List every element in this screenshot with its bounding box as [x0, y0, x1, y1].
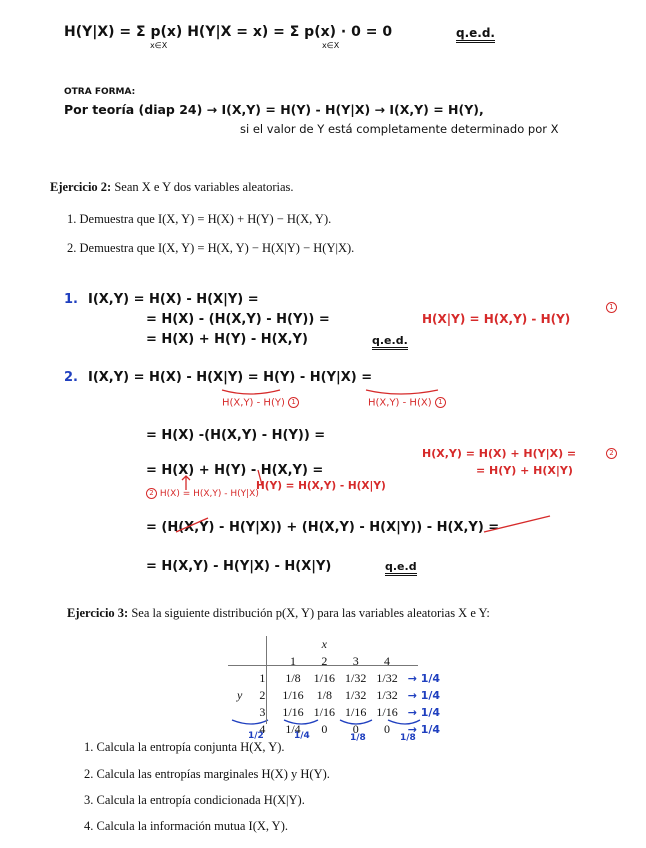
- column-header: 1: [290, 654, 296, 668]
- table-cell: 0: [321, 722, 328, 736]
- list-item: 4. Calcula la información mutua I(X, Y).: [84, 819, 288, 833]
- table-row: [232, 670, 445, 687]
- row-header: 1: [259, 671, 266, 685]
- table-cell: 1/8: [285, 671, 301, 685]
- otra-forma-line: Por teoría (diap 24) → I(X,Y) = H(Y) - H(Y|X) → I(X,Y) = H(Y),: [64, 102, 484, 117]
- underbrace-text: H(X,Y) - H(Y): [222, 397, 285, 409]
- circled-mark: 2: [606, 448, 617, 459]
- proof-line: H(Y|X) = Σ p(x) H(Y|X = x) = Σ p(x) · 0 = 0: [64, 24, 393, 40]
- table-cell: 0: [384, 722, 391, 736]
- circled-mark: 1: [435, 397, 446, 408]
- row-header: 3: [259, 705, 266, 719]
- solution-line: I(X,Y) = H(X) - H(X|Y) =: [88, 292, 259, 307]
- list-item: 2. Demuestra que I(X, Y) = H(X, Y) − H(X|Y) − H(Y|X).: [67, 241, 355, 255]
- sum-subscript: x∈X: [322, 41, 340, 50]
- row-marginal: → 1/4: [407, 672, 441, 685]
- row-header: 4: [259, 722, 266, 736]
- y-axis-label: y: [237, 688, 243, 702]
- exercise-3-heading: [67, 606, 490, 621]
- exercise-title: Ejercicio 3:: [67, 606, 129, 620]
- exercise-statement: Sean X e Y dos variables aleatorias.: [114, 180, 294, 194]
- solution-line: = H(X) - (H(X,Y) - H(Y)) =: [146, 312, 330, 327]
- list-item: 1. Demuestra que I(X, Y) = H(X) + H(Y) − H(X, Y).: [67, 212, 332, 226]
- table-cell: 1/16: [376, 705, 398, 719]
- table-cell: 1/16: [313, 705, 336, 719]
- table-cell: 1/16: [345, 705, 367, 719]
- annotation-note: = H(Y) + H(X|Y): [476, 464, 573, 477]
- column-header: 4: [384, 654, 391, 668]
- otra-forma-heading: OTRA FORMA:: [64, 87, 136, 97]
- solution-number: 1.: [64, 292, 78, 307]
- table-cell: 1/16: [282, 688, 304, 702]
- column-marginal: 1/4: [294, 731, 310, 741]
- column-marginal: 1/8: [400, 733, 416, 743]
- annotation-note: H(X|Y) = H(X,Y) - H(Y): [422, 312, 571, 326]
- exercise-statement: Sea la siguiente distribución p(X, Y) para las variables aleatorias X e Y:: [131, 606, 490, 620]
- solution-line: = (H(X,Y) - H(Y|X)) + (H(X,Y) - H(X|Y)) - H(X,Y) =: [146, 520, 500, 535]
- x-axis-label: x: [321, 637, 327, 651]
- underbrace-text: H(X,Y) - H(X): [368, 397, 432, 409]
- table-row: [232, 687, 445, 704]
- underbrace-text: H(X) = H(X,Y) - H(Y|X): [159, 489, 259, 499]
- table-cell: 1/32: [345, 688, 367, 702]
- solution-line: = H(X) + H(Y) - H(X,Y) =: [146, 463, 324, 478]
- table-row: [232, 704, 445, 721]
- otra-forma-line: si el valor de Y está completamente determinado por X: [240, 122, 559, 136]
- row-header: 2: [259, 688, 266, 702]
- column-marginal: 1/2: [248, 731, 264, 741]
- solution-number: 2.: [64, 370, 78, 385]
- column-header: 3: [352, 654, 359, 668]
- table-cell: 1/8: [316, 688, 333, 702]
- row-marginal: → 1/4: [407, 706, 441, 719]
- table-cell: 1/4: [285, 722, 301, 736]
- qed-mark: q.e.d.: [456, 26, 495, 43]
- sum-subscript: x∈X: [150, 41, 168, 50]
- circled-mark: 1: [288, 397, 299, 408]
- table-cell: 1/32: [345, 671, 367, 685]
- row-marginal: → 1/4: [407, 689, 441, 702]
- list-item: 2. Calcula las entropías marginales H(X) y H(Y).: [84, 767, 330, 781]
- list-item: 3. Calcula la entropía condicionada H(X|Y).: [84, 793, 305, 807]
- row-marginal: → 1/4: [407, 723, 441, 736]
- table-cell: 1/16: [313, 671, 336, 685]
- column-header: 2: [321, 654, 328, 668]
- solution-line: I(X,Y) = H(X) - H(X|Y) = H(Y) - H(Y|X) =: [88, 370, 373, 385]
- solution-line: = H(X) -(H(X,Y) - H(Y)) =: [146, 428, 326, 443]
- distribution-table: [232, 636, 445, 738]
- table-cell: 1/16: [282, 705, 304, 719]
- table-cell: 0: [352, 722, 359, 736]
- qed-mark: q.e.d.: [372, 334, 408, 350]
- qed-mark: q.e.d: [385, 560, 417, 576]
- column-marginal: 1/8: [350, 733, 366, 743]
- exercise-title: Ejercicio 2:: [50, 180, 112, 194]
- solution-line: = H(X) + H(Y) - H(X,Y): [146, 332, 308, 347]
- table-cell: 1/32: [376, 671, 398, 685]
- circled-mark: 2: [146, 488, 157, 499]
- annotation-note: H(X,Y) = H(X) + H(Y|X) =: [422, 447, 577, 460]
- list-item: 1. Calcula la entropía conjunta H(X, Y).: [84, 740, 285, 754]
- table-cell: 1/32: [376, 688, 398, 702]
- circled-mark: 1: [606, 302, 617, 313]
- solution-line: = H(X,Y) - H(Y|X) - H(X|Y): [146, 559, 332, 574]
- annotation-note: H(Y) = H(X,Y) - H(X|Y): [256, 480, 386, 492]
